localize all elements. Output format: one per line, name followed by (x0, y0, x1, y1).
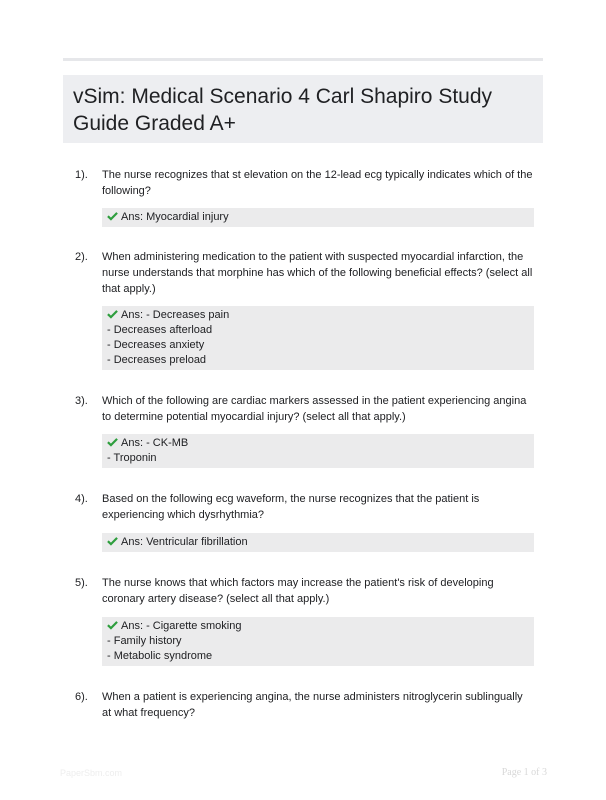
question-text: When administering medication to the patient with suspected myocardial infarction, the nurse understands that morphine has which of the following beneficial effects? (select all that apply.) (102, 251, 533, 295)
page-number: Page 1 of 3 (501, 767, 547, 778)
question-text: The nurse recognizes that st elevation on the 12-lead ecg typically indicates which of the following? (102, 169, 533, 197)
answer-line: - Decreases anxiety (107, 339, 205, 351)
question-number: 5). (75, 577, 88, 589)
question-number: 2). (75, 251, 88, 263)
answer-box (102, 533, 534, 552)
answer-line: Ans: - Decreases pain (121, 309, 230, 321)
document-title: vSim: Medical Scenario 4 Carl Shapiro Study Guide Graded A+ (73, 85, 493, 135)
checkmark-icon (107, 437, 118, 447)
answer-line: - Decreases afterload (107, 324, 213, 336)
footer-watermark: PaperSbm.com (60, 768, 123, 778)
answer-line: - Metabolic syndrome (107, 650, 213, 662)
question-text: Based on the following ecg waveform, the nurse recognizes that the patient is experiencing which dysrhythmia? (102, 493, 480, 521)
checkmark-icon (107, 309, 118, 319)
answer-line: Ans: Myocardial injury (121, 211, 229, 223)
answer-line: - Family history (107, 635, 182, 647)
checkmark-icon (107, 620, 118, 630)
answer-line: Ans: - CK-MB (121, 437, 189, 449)
answer-box (102, 617, 534, 666)
checkmark-icon (107, 211, 118, 221)
answer-box (102, 208, 534, 227)
answer-line: Ans: - Cigarette smoking (121, 620, 242, 632)
top-divider (63, 58, 543, 61)
question-number: 3). (75, 395, 88, 407)
question-number: 6). (75, 691, 88, 703)
answer-line: - Decreases preload (107, 354, 207, 366)
question-text: The nurse knows that which factors may increase the patient's risk of developing coronary artery disease? (select all that apply.) (102, 577, 494, 605)
checkmark-icon (107, 536, 118, 546)
question-text: When a patient is experiencing angina, the nurse administers nitroglycerin sublingually at what frequency? (102, 691, 523, 719)
question-text: Which of the following are cardiac markers assessed in the patient experiencing angina to determine potential myocardial injury? (select all that apply.) (102, 395, 527, 423)
answer-box (102, 306, 534, 370)
title-box (63, 75, 543, 143)
answer-box (102, 434, 534, 468)
answer-line: - Troponin (107, 452, 157, 464)
question-number: 1). (75, 169, 88, 181)
question-number: 4). (75, 493, 88, 505)
answer-line: Ans: Ventricular fibrillation (121, 536, 248, 548)
